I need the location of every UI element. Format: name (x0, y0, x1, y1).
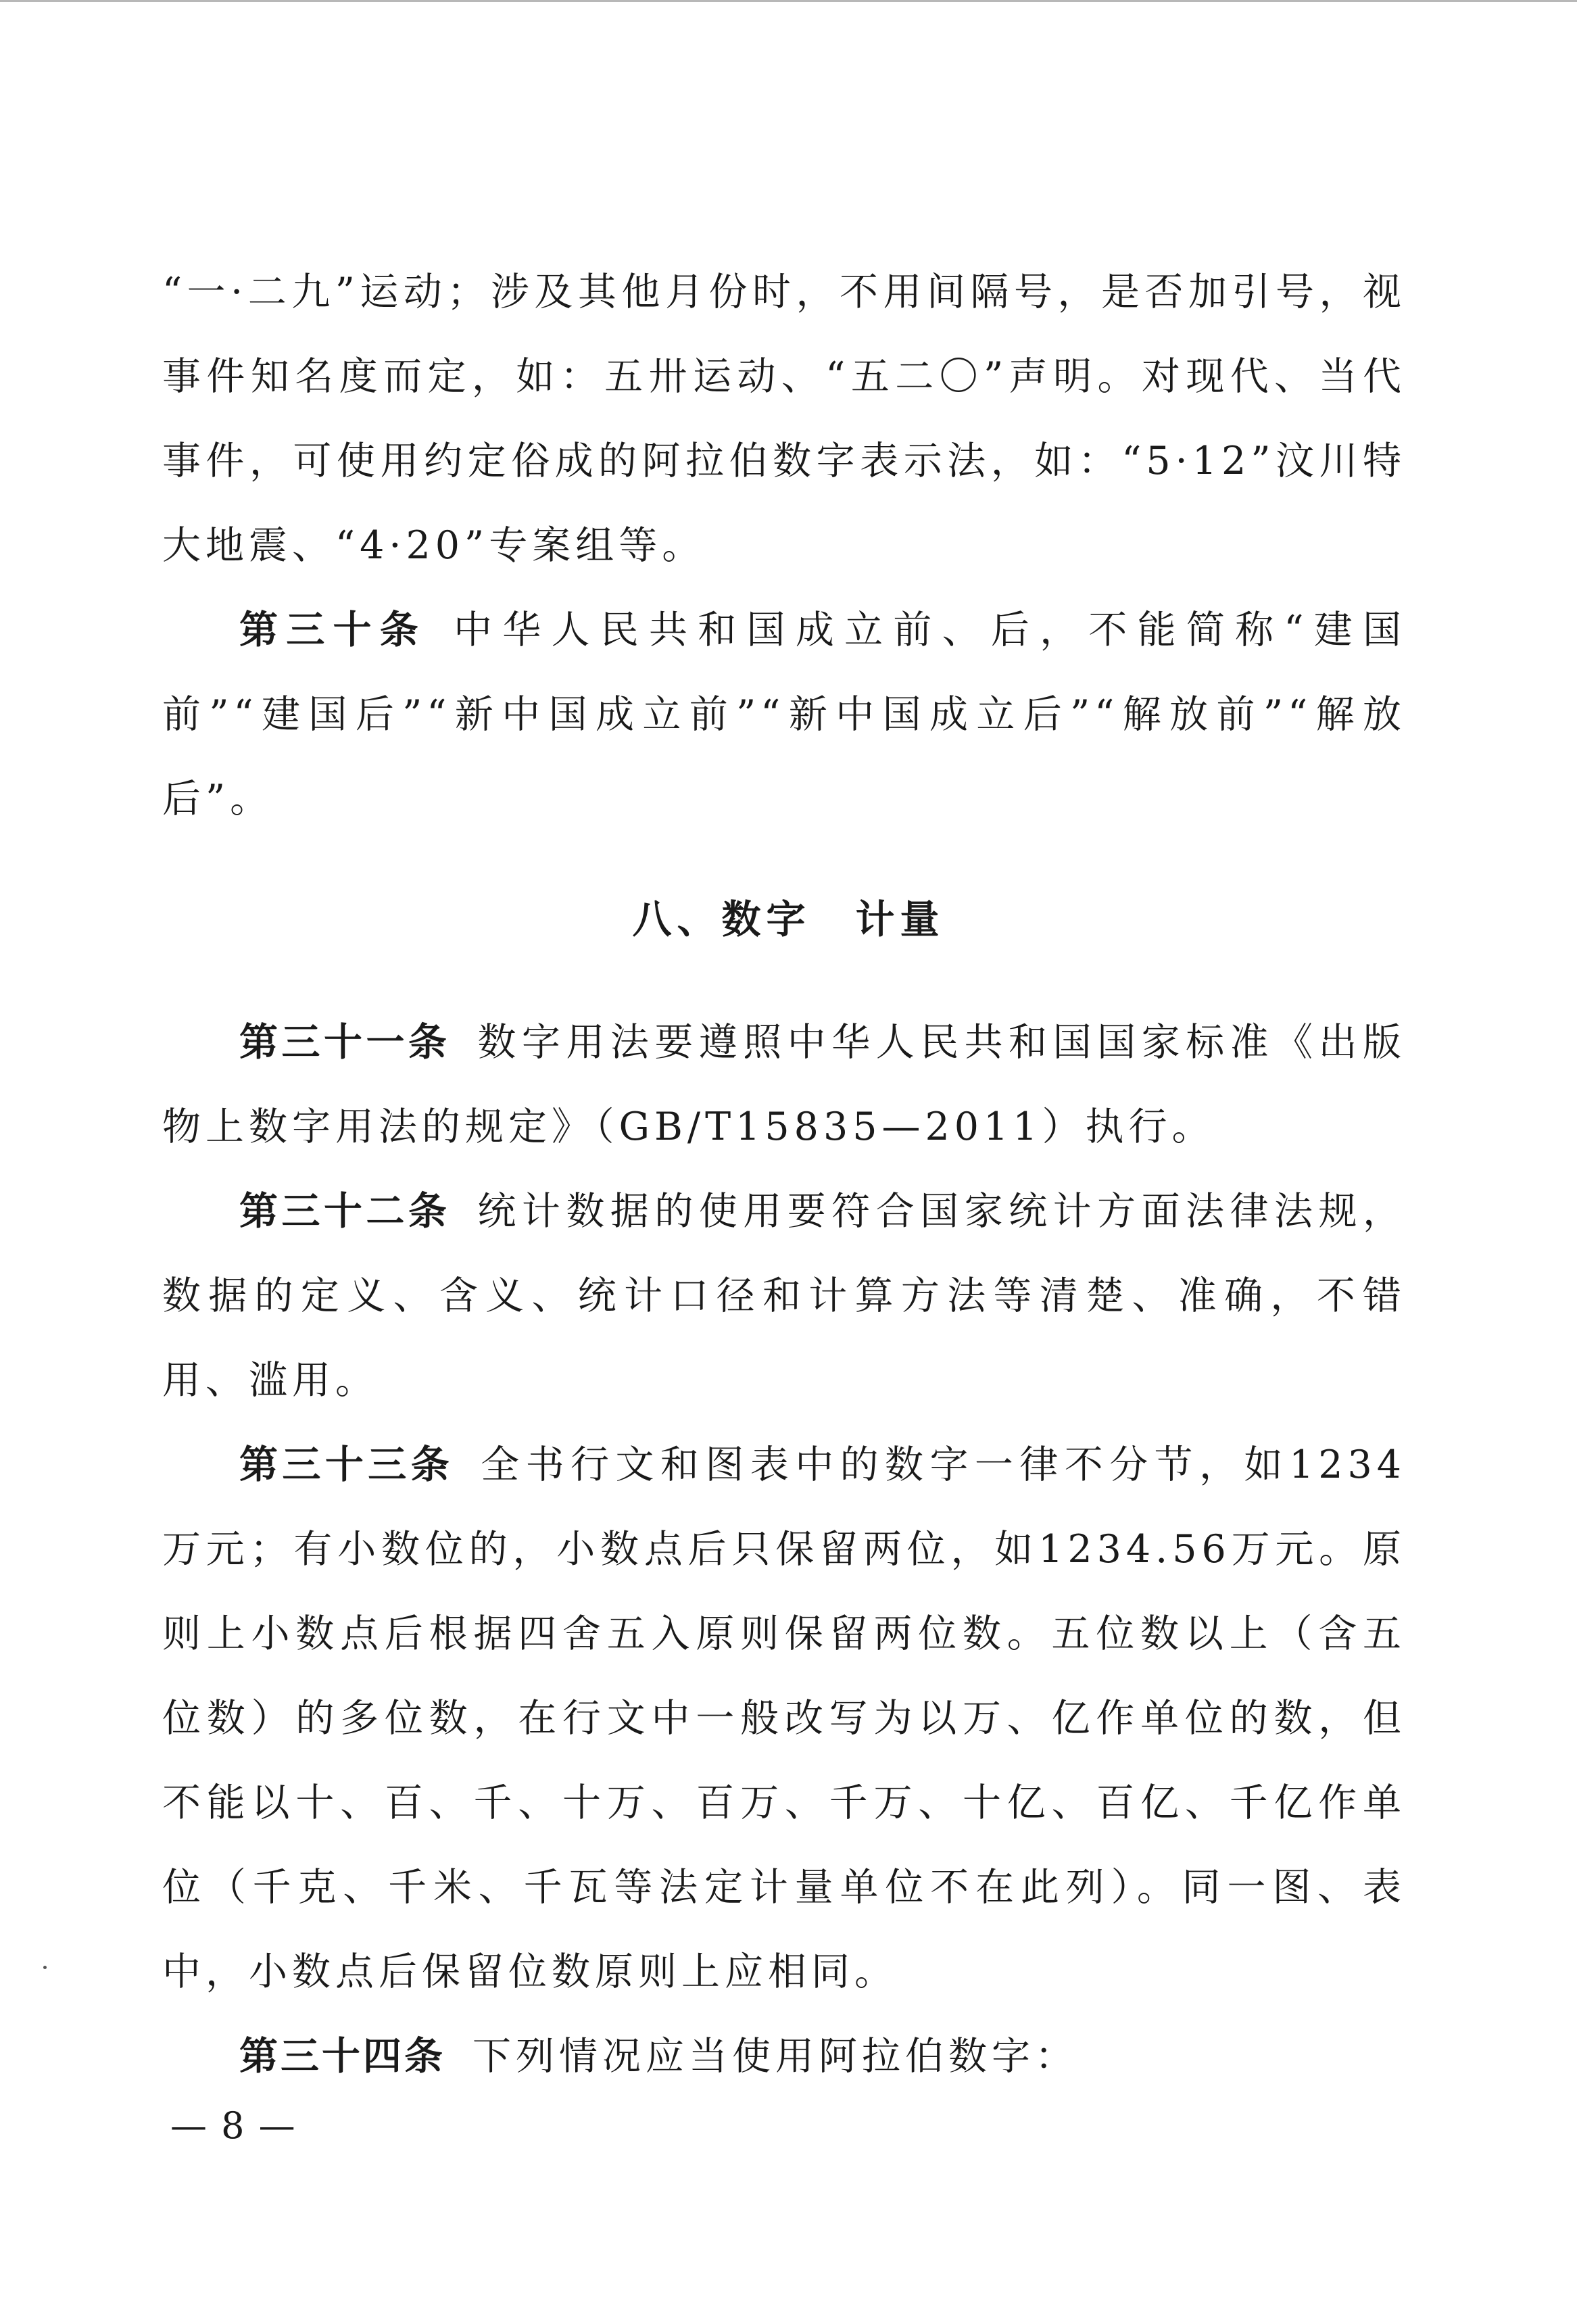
article-32 (162, 1169, 1406, 1423)
article-31 (162, 1000, 1406, 1169)
article-text: 统计数据的使用要符合国家统计方面法律法规，数据的定义、含义、统计口径和计算方法等清楚、准确，不错用、滥用。 (162, 1189, 1407, 1403)
section-heading: 八、数字 计量 (632, 896, 945, 942)
page-number: — 8 — (170, 2104, 297, 2147)
article-text: 中华人民共和国成立前、后，不能简称“建国前”“建国后”“新中国成立前”“新中国成立后”“解放前”“解放后”。 (162, 608, 1407, 821)
article-text: 下列情况应当使用阿拉伯数字： (472, 2034, 1078, 2079)
paragraph-text: “一·二九”运动；涉及其他月份时，不用间隔号，是否加引号，视事件知名度而定，如：五卅运动、“五二〇”声明。对现代、当代事件，可使用约定俗成的阿拉伯数字表示法，如：“5·12”汶川特大地震、“4·20”专案组等。 (162, 270, 1406, 568)
article-number: 第三十三条 (239, 1443, 454, 1487)
article-number: 第三十一条 (239, 1020, 451, 1065)
article-33 (162, 1423, 1406, 2014)
article-30 (162, 588, 1406, 842)
article-text: 数字用法要遵照中华人民共和国国家标准《出版物上数字用法的规定》（GB/T15835—2011）执行。 (162, 1020, 1407, 1149)
article-number: 第三十二条 (239, 1189, 451, 1234)
body-text-bottom (162, 1000, 1406, 2099)
article-text: 全书行文和图表中的数字一律不分节，如1234万元；有小数位的，小数点后只保留两位，如1234.56万元。原则上小数点后根据四舍五入原则保留两位数。五位数以上（含五位数）的多位数，在行文中一般改写为以万、亿作单位的数，但不能以十、百、千、十万、百万、千万、十亿、百亿、千亿作单位（千克、千米、千瓦等法定计量单位不在此列）。同一图、表中，小数点后保留位数原则上应相同。 (162, 1443, 1407, 1994)
scan-speck (43, 1966, 47, 1969)
body-text-top (162, 250, 1406, 842)
article-34 (162, 2014, 1406, 2099)
paragraph-continued (162, 250, 1406, 588)
article-number: 第三十条 (239, 608, 427, 652)
article-number: 第三十四条 (239, 2034, 445, 2079)
